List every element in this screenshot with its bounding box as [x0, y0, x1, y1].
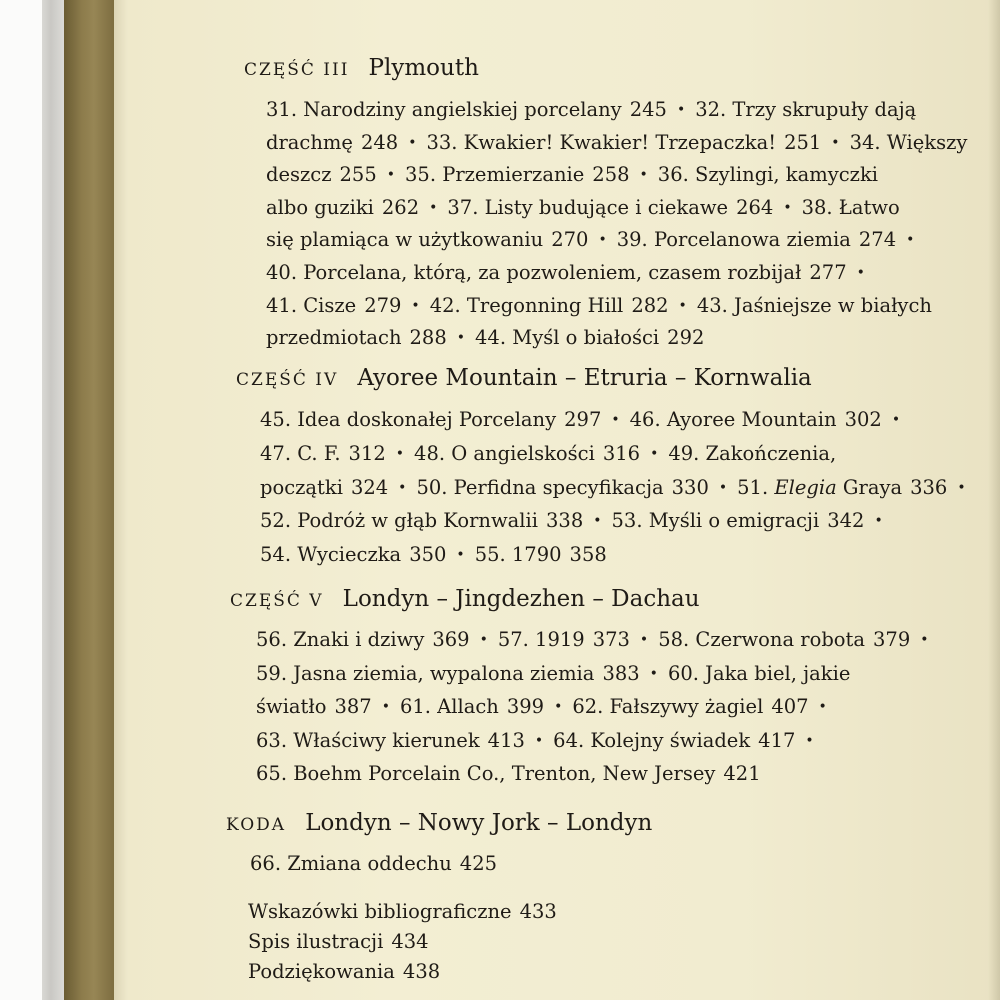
page-number: 277	[809, 261, 847, 284]
page-number: 255	[339, 163, 377, 187]
toc-line	[256, 662, 850, 685]
part-label: KODA	[226, 815, 287, 835]
bullet-separator: •	[783, 199, 792, 216]
book-page	[128, 0, 1000, 1000]
chapter-title: 32. Trzy skrupuły dają	[695, 98, 917, 121]
bullet-separator: •	[386, 167, 395, 184]
chapter-title: początki	[260, 475, 343, 499]
page-number: 433	[519, 900, 557, 923]
chapter-title: 42. Tregonning Hill	[429, 293, 624, 317]
bullet-separator: •	[874, 513, 883, 530]
chapter-title: 59. Jasna ziemia, wypalona ziemia	[256, 661, 595, 685]
bullet-separator: •	[957, 479, 966, 496]
page-number: 338	[546, 509, 584, 533]
part-label: CZĘŚĆ III	[244, 60, 350, 80]
chapter-title: Graya	[836, 475, 903, 499]
back-matter-item	[248, 960, 440, 983]
toc-line	[266, 163, 878, 186]
bullet-separator: •	[554, 699, 563, 716]
part-title: Londyn – Nowy Jork – Londyn	[305, 810, 653, 836]
bullet-separator: •	[718, 479, 728, 496]
page-number: 407	[771, 695, 809, 719]
part-title: Plymouth	[368, 55, 479, 81]
page-number: 425	[459, 852, 498, 875]
toc-line	[260, 476, 976, 499]
bullet-separator: •	[479, 632, 488, 648]
page-number: 274	[858, 228, 897, 252]
chapter-title: 44. Myśl o białości	[475, 326, 660, 350]
chapter-title: 63. Właściwy kierunek	[256, 728, 480, 752]
page-number: 302	[844, 408, 882, 431]
page-number: 417	[758, 728, 796, 752]
bullet-separator: •	[649, 665, 658, 682]
toc-line	[260, 543, 607, 566]
page-right-shadow	[988, 0, 1000, 1000]
bullet-separator: •	[398, 479, 407, 496]
bullet-separator: •	[639, 167, 648, 184]
toc-line	[256, 729, 824, 752]
bullet-separator: •	[411, 297, 420, 314]
page-number: 358	[569, 543, 607, 567]
chapter-title: 65. Boehm Porcelain Co., Trenton, New Jersey	[256, 762, 716, 786]
page-number: 330	[671, 475, 709, 499]
chapter-title: 60. Jaka biel, jakie	[667, 661, 851, 685]
chapter-title: 49. Zakończenia,	[668, 441, 837, 465]
page-number: 373	[592, 628, 630, 651]
chapter-title: 39. Porcelanowa ziemia	[616, 228, 851, 252]
chapter-title: 52. Podróż w głąb Kornwalii	[260, 509, 538, 533]
bullet-separator: •	[429, 199, 438, 216]
bullet-separator: •	[920, 632, 929, 648]
page-number: 421	[723, 762, 761, 786]
page-number: 262	[381, 195, 420, 219]
part-heading	[244, 55, 479, 81]
chapter-title: 34. Większy	[849, 130, 968, 154]
page-number: 279	[364, 293, 402, 317]
bullet-separator: •	[678, 297, 687, 314]
chapter-title: 66. Zmiana oddechu	[250, 852, 452, 875]
bullet-separator: •	[676, 102, 686, 118]
part-label: CZĘŚĆ IV	[236, 370, 339, 390]
chapter-title: 36. Szylingi, kamyczki	[657, 163, 879, 187]
page-number: 282	[631, 293, 669, 317]
chapter-title: 64. Kolejny świadek	[553, 728, 751, 752]
chapter-title: 50. Perfidna specyfikacja	[416, 475, 664, 499]
chapter-title: 53. Myśli o emigracji	[611, 509, 820, 533]
chapter-title: 57. 1919	[497, 628, 585, 651]
chapter-title: 31. Narodziny angielskiej porcelany	[266, 98, 622, 121]
bullet-separator: •	[650, 445, 659, 462]
chapter-title: światło	[256, 695, 327, 719]
toc-line	[266, 131, 967, 154]
page-number: 316	[602, 441, 641, 465]
page-number: 248	[360, 130, 399, 154]
page-number: 413	[487, 728, 525, 752]
chapter-title: 58. Czerwona robota	[658, 628, 866, 651]
page-number: 251	[784, 130, 822, 154]
bullet-separator: •	[639, 632, 649, 648]
toc-line	[256, 628, 939, 651]
page-number: 336	[910, 475, 948, 499]
chapter-title: 38. Łatwo	[801, 195, 900, 219]
toc-line	[266, 326, 704, 349]
bullet-separator: •	[456, 330, 466, 347]
chapter-title: 48. O angielskości	[414, 441, 595, 465]
toc-line	[250, 852, 497, 875]
chapter-title: 41. Cisze	[266, 293, 357, 317]
page-number: 312	[348, 441, 386, 465]
back-matter-item	[248, 900, 557, 923]
toc-line	[256, 695, 837, 718]
page-number: 387	[334, 695, 372, 719]
chapter-title: 45. Idea doskonałej Porcelany	[260, 408, 557, 431]
page-number: 379	[873, 628, 911, 651]
part-label: CZĘŚĆ V	[230, 591, 324, 611]
page-number: 292	[667, 326, 705, 350]
bullet-separator: •	[598, 232, 607, 249]
chapter-title: deszcz	[266, 163, 332, 187]
page-gutter	[114, 0, 128, 1000]
chapter-title: 37. Listy budujące i ciekawe	[447, 195, 729, 219]
page-number: 264	[736, 195, 774, 219]
page-number: 399	[506, 695, 545, 719]
chapter-title: przedmiotach	[266, 326, 402, 350]
page-number: 342	[827, 509, 865, 533]
toc-line	[266, 98, 916, 121]
chapter-title: 56. Znaki i dziwy	[256, 628, 425, 651]
page-number: 258	[592, 163, 630, 187]
bullet-separator: •	[593, 513, 602, 530]
chapter-title: się plamiąca w użytkowaniu	[266, 228, 544, 252]
background-left	[0, 0, 42, 1000]
page-number: 288	[409, 326, 447, 350]
toc-line	[266, 261, 875, 284]
chapter-title: 62. Fałszywy żagiel	[572, 695, 764, 719]
page-number: 324	[350, 475, 389, 499]
part-title: Londyn – Jingdezhen – Dachau	[342, 586, 700, 612]
page-number: 350	[409, 543, 447, 567]
part-title: Ayoree Mountain – Etruria – Kornwalia	[357, 365, 812, 391]
toc-line	[266, 228, 924, 251]
bullet-separator: •	[381, 699, 390, 716]
chapter-title: 51.	[737, 475, 775, 499]
bullet-separator: •	[534, 732, 544, 749]
part-heading	[226, 810, 652, 836]
bullet-separator: •	[805, 732, 814, 749]
page-number: 245	[629, 98, 667, 121]
part-heading	[236, 365, 812, 391]
toc-line	[256, 762, 761, 785]
back-matter-item	[248, 930, 429, 953]
page-number: 434	[391, 930, 429, 953]
chapter-title: albo guziki	[266, 195, 374, 219]
toc-line	[266, 196, 900, 219]
page-number: 383	[602, 661, 640, 685]
chapter-title: 40. Porcelana, którą, za pozwoleniem, czasem rozbijał	[266, 261, 802, 284]
back-matter-title: Podziękowania	[248, 960, 395, 983]
toc-line	[266, 294, 932, 317]
bullet-separator: •	[456, 547, 465, 564]
bullet-separator: •	[611, 412, 620, 428]
chapter-title: 54. Wycieczka	[260, 543, 402, 567]
page-number: 270	[551, 228, 589, 252]
bullet-separator: •	[395, 445, 405, 462]
bullet-separator: •	[408, 134, 417, 151]
toc-line	[260, 442, 836, 465]
bullet-separator: •	[891, 412, 901, 428]
chapter-title-italic: Elegia	[774, 475, 837, 499]
chapter-title: 33. Kwakier! Kwakier! Trzepaczka!	[426, 130, 777, 154]
chapter-title: 43. Jaśniejsze w białych	[696, 293, 932, 317]
bullet-separator: •	[856, 265, 865, 281]
page-number: 297	[564, 408, 602, 431]
book-spine	[64, 0, 114, 1000]
chapter-title: 46. Ayoree Mountain	[629, 408, 837, 431]
chapter-title: 47. C. F.	[260, 441, 341, 465]
bullet-separator: •	[831, 134, 840, 151]
part-heading	[230, 586, 700, 612]
page-number: 438	[402, 960, 441, 983]
chapter-title: 55. 1790	[474, 543, 562, 567]
shelf-edge	[42, 0, 64, 1000]
bullet-separator: •	[906, 232, 915, 249]
back-matter-title: Spis ilustracji	[248, 930, 384, 953]
chapter-title: 61. Allach	[399, 695, 499, 719]
bullet-separator: •	[818, 699, 827, 716]
page-number: 369	[432, 628, 470, 651]
back-matter-title: Wskazówki bibliograficzne	[248, 900, 512, 923]
chapter-title: 35. Przemierzanie	[405, 163, 585, 187]
toc-line	[260, 408, 910, 431]
toc-line	[260, 509, 893, 532]
chapter-title: drachmę	[266, 130, 353, 154]
